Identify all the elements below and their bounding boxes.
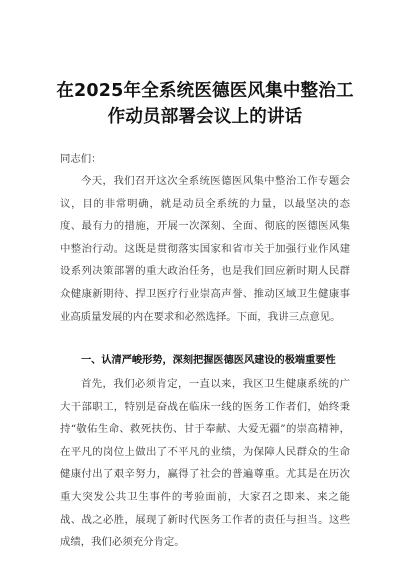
document-title: [40, 78, 370, 130]
paragraph-section-1: 首先，我们必须肯定，一直以来，我区卫生健康系统的广大干部职工，特别是奋战在临床一线的医务工作者们，始终秉持“敬佑生命、救死扶伤、甘于奉献、大爱无疆”的崇高精神，在平凡的岗位上做出了不平凡的业绩，为保障人民群众的生命健康付出了艰辛努力，赢得了社会的普遍尊重。尤其是在历次重大突发公共卫生事件的考验面前，大家召之即来、来之能战、战之必胜，展现了新时代医务工作者的责任与担当。这些成绩，我们必须充分肯定。: [60, 378, 350, 549]
title-line-1: 在2025年全系统医德医风集中整治工: [56, 81, 354, 101]
salutation: 同志们：: [60, 153, 102, 165]
title-line-2: 作动员部署会议上的讲话: [107, 107, 303, 127]
paragraph-intro: 今天，我们召开这次全系统医德医风集中整治工作专题会议，目的非常明确，就是动员全系统的力量，以最坚决的态度、最有力的措施，开展一次深刻、全面、彻底的医德医风集中整治行动。这既是贯彻落实国家和省市关于加强行业作风建设系列决策部署的重大政治任务，也是我们回应新时期人民群众健康新期待、捍卫医疗行业崇高声誉、推动区域卫生健康事业高质量发展的内在要求和必然选择。下面，我讲三点意见。: [60, 175, 350, 323]
section-heading-1: 一、认清严峻形势，深刻把握医德医风建设的极端重要性: [81, 355, 336, 366]
